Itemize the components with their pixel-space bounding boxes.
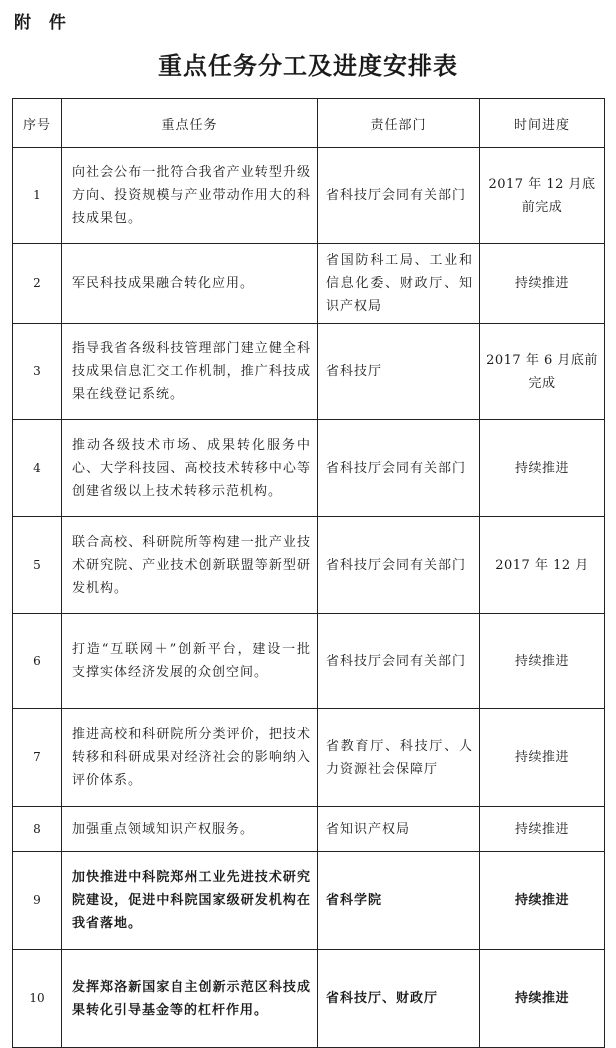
table-header-row bbox=[13, 99, 605, 148]
table-row bbox=[13, 244, 605, 324]
row-task: 军民科技成果融合转化应用。 bbox=[62, 244, 318, 324]
row-schedule: 2017 年 12 月底前完成 bbox=[480, 148, 605, 244]
row-task: 打造“互联网＋”创新平台，建设一批支撑实体经济发展的众创空间。 bbox=[62, 614, 318, 709]
column-header-task: 重点任务 bbox=[62, 99, 318, 148]
row-department: 省科技厅会同有关部门 bbox=[318, 517, 480, 614]
row-number: 1 bbox=[13, 148, 62, 244]
row-schedule: 持续推进 bbox=[480, 807, 605, 852]
row-task: 加快推进中科院郑州工业先进技术研究院建设，促进中科院国家级研发机构在我省落地。 bbox=[62, 852, 318, 950]
row-task: 推动各级技术市场、成果转化服务中心、大学科技园、高校技术转移中心等创建省级以上技术转移示范机构。 bbox=[62, 420, 318, 517]
row-number: 7 bbox=[13, 709, 62, 807]
table-row bbox=[13, 420, 605, 517]
table-row bbox=[13, 517, 605, 614]
table-row bbox=[13, 709, 605, 807]
row-schedule: 持续推进 bbox=[480, 852, 605, 950]
row-department: 省科技厅会同有关部门 bbox=[318, 148, 480, 244]
row-task: 推进高校和科研院所分类评价，把技术转移和科研成果对经济社会的影响纳入评价体系。 bbox=[62, 709, 318, 807]
row-department: 省科技厅、财政厅 bbox=[318, 950, 480, 1048]
column-header-number: 序号 bbox=[13, 99, 62, 148]
column-header-schedule: 时间进度 bbox=[480, 99, 605, 148]
row-department: 省国防科工局、工业和信息化委、财政厅、知识产权局 bbox=[318, 244, 480, 324]
row-schedule: 持续推进 bbox=[480, 950, 605, 1048]
row-number: 6 bbox=[13, 614, 62, 709]
row-schedule: 持续推进 bbox=[480, 420, 605, 517]
row-schedule: 持续推进 bbox=[480, 709, 605, 807]
table-row bbox=[13, 807, 605, 852]
row-schedule: 2017 年 6 月底前完成 bbox=[480, 324, 605, 420]
task-table bbox=[12, 98, 605, 1048]
row-task: 指导我省各级科技管理部门建立健全科技成果信息汇交工作机制，推广科技成果在线登记系统。 bbox=[62, 324, 318, 420]
table-row bbox=[13, 614, 605, 709]
row-number: 3 bbox=[13, 324, 62, 420]
row-number: 10 bbox=[13, 950, 62, 1048]
row-department: 省科技厅会同有关部门 bbox=[318, 614, 480, 709]
table-row bbox=[13, 324, 605, 420]
row-task: 向社会公布一批符合我省产业转型升级方向、投资规模与产业带动作用大的科技成果包。 bbox=[62, 148, 318, 244]
row-schedule: 2017 年 12 月 bbox=[480, 517, 605, 614]
row-number: 9 bbox=[13, 852, 62, 950]
column-header-department: 责任部门 bbox=[318, 99, 480, 148]
annex-label: 附 件 bbox=[14, 13, 72, 33]
row-number: 5 bbox=[13, 517, 62, 614]
row-department: 省教育厅、科技厅、人力资源社会保障厅 bbox=[318, 709, 480, 807]
table-row bbox=[13, 950, 605, 1048]
row-department: 省知识产权局 bbox=[318, 807, 480, 852]
row-task: 联合高校、科研院所等构建一批产业技术研究院、产业技术创新联盟等新型研发机构。 bbox=[62, 517, 318, 614]
row-department: 省科技厅 bbox=[318, 324, 480, 420]
row-department: 省科学院 bbox=[318, 852, 480, 950]
row-number: 8 bbox=[13, 807, 62, 852]
table-row bbox=[13, 148, 605, 244]
row-number: 2 bbox=[13, 244, 62, 324]
row-task: 发挥郑洛新国家自主创新示范区科技成果转化引导基金等的杠杆作用。 bbox=[62, 950, 318, 1048]
row-task: 加强重点领域知识产权服务。 bbox=[62, 807, 318, 852]
page-title: 重点任务分工及进度安排表 bbox=[158, 51, 458, 80]
row-number: 4 bbox=[13, 420, 62, 517]
table-row bbox=[13, 852, 605, 950]
row-schedule: 持续推进 bbox=[480, 614, 605, 709]
row-department: 省科技厅会同有关部门 bbox=[318, 420, 480, 517]
row-schedule: 持续推进 bbox=[480, 244, 605, 324]
